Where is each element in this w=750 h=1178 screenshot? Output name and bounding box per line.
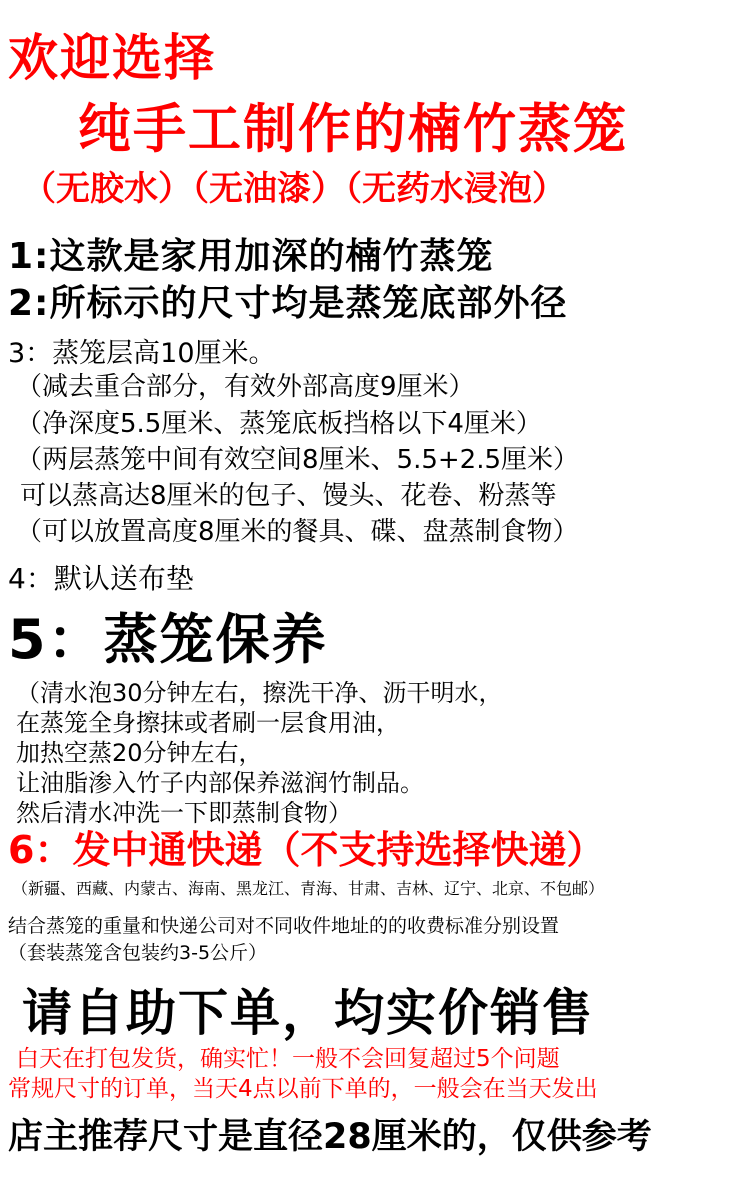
size-recommendation: 店主推荐尺寸是直径28厘米的，仅供参考 (8, 1117, 652, 1157)
care-line-4: 让油脂渗入竹子内部保养滋润竹制品。 (16, 769, 424, 797)
shipping-fee-note: 结合蒸笼的重量和快递公司对不同收件地址的的收费标准分别设置 (8, 915, 560, 937)
care-title: 5：蒸笼保养 (8, 608, 328, 671)
spec-item-3: 3：蒸笼层高10厘米。 (8, 338, 276, 369)
spec-item-3-note-5: （可以放置高度8厘米的餐具、碟、盘蒸制食物） (16, 517, 579, 547)
care-line-1: （清水泡30分钟左右，擦洗干净、沥干明水， (16, 679, 503, 707)
product-title: 纯手工制作的楠竹蒸笼 (78, 99, 628, 160)
shipping-title: 6：发中通快递（不支持选择快递） (8, 828, 605, 872)
spec-item-3-note-2: （净深度5.5厘米、蒸笼底板挡格以下4厘米） (16, 409, 542, 439)
spec-item-2: 2:所标示的尺寸均是蒸笼底部外径 (8, 283, 568, 324)
care-line-3: 加热空蒸20分钟左右， (16, 739, 263, 767)
spec-item-4: 4：默认送布垫 (8, 562, 194, 595)
care-line-2: 在蒸笼全身擦抹或者刷一层食用油， (16, 709, 400, 737)
shipping-excluded-regions: （新疆、西藏、内蒙古、海南、黑龙江、青海、甘肃、吉林、辽宁、北京、不包邮） (12, 879, 605, 898)
feature-tags: （无胶水）（无油漆）（无药水浸泡） (22, 169, 566, 209)
order-notice-1: 白天在打包发货，确实忙！一般不会回复超过5个问题 (16, 1046, 560, 1072)
spec-item-1: 1:这款是家用加深的楠竹蒸笼 (8, 236, 494, 277)
order-headline: 请自助下单，均实价销售 (22, 984, 594, 1042)
welcome-heading: 欢迎选择 (8, 29, 216, 87)
spec-item-3-note-4: 可以蒸高达8厘米的包子、馒头、花卷、粉蒸等 (20, 481, 557, 511)
spec-item-3-note-3: （两层蒸笼中间有效空间8厘米、5.5+2.5厘米） (16, 445, 580, 475)
care-line-5: 然后清水冲洗一下即蒸制食物） (16, 799, 352, 827)
order-notice-2: 常规尺寸的订单，当天4点以前下单的，一般会在当天发出 (8, 1076, 598, 1102)
spec-item-3-note-1: （减去重合部分，有效外部高度9厘米） (16, 372, 475, 402)
shipping-weight-note: （套装蒸笼含包装约3-5公斤） (8, 942, 268, 964)
